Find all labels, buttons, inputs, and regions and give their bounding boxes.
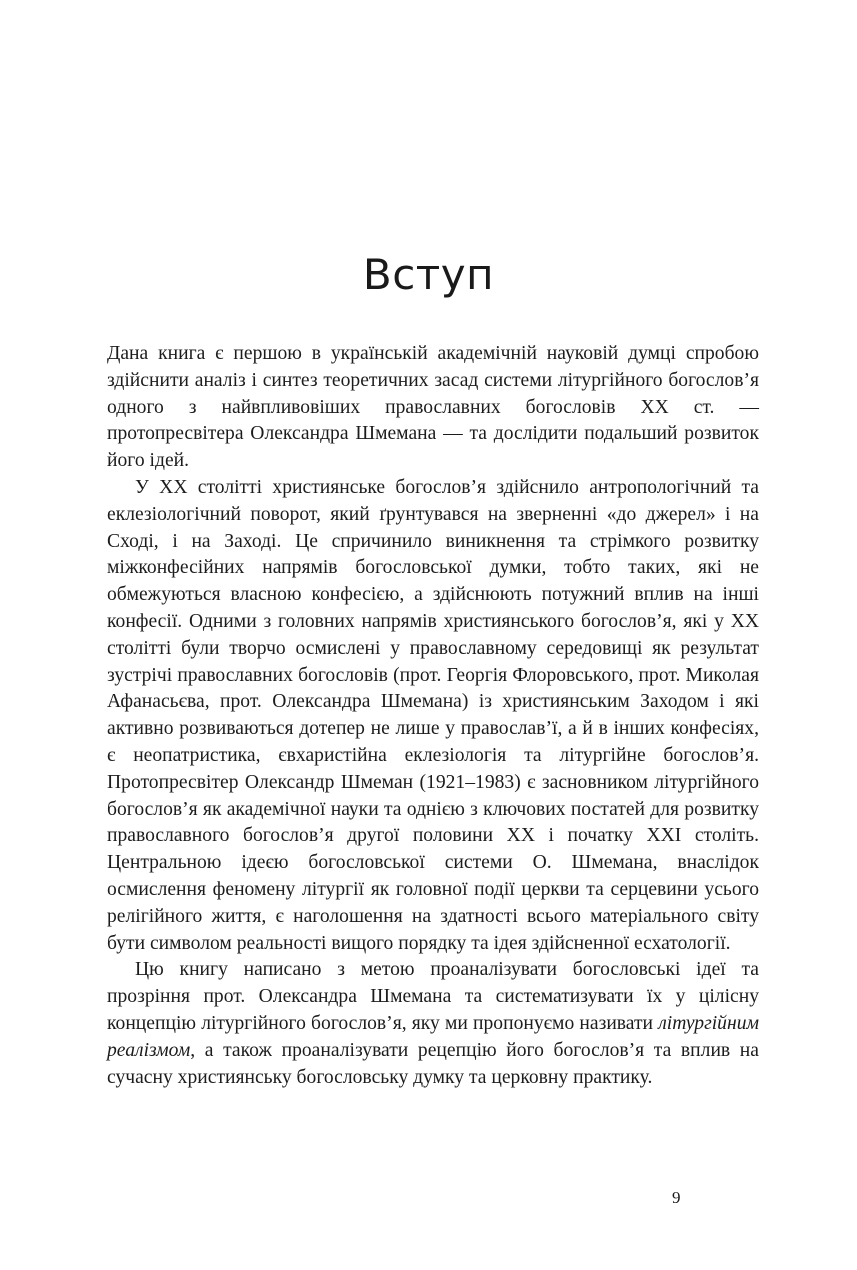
- paragraph-3: [107, 957, 759, 1091]
- body-text: [107, 341, 759, 1091]
- paragraph-1-text: Дана книга є першою в українській академічній науковій думці спробою здійснити аналіз і синтез теоретичних засад системи літургійного богослов’я одного з найвпливовіших православних богословів XX ст. — протопресвітера Олександра Шмемана — та дослідити подальший розвиток його ідей.: [107, 343, 759, 472]
- page-title: Вступ: [362, 250, 495, 299]
- page-number: 9: [672, 1188, 681, 1207]
- paragraph-3-text-end: , а також проаналізувати рецепцію його богослов’я та вплив на сучасну християнську богословську думку та церковну практику.: [107, 1039, 759, 1088]
- paragraph-2: [107, 475, 759, 957]
- paragraph-2-text: У XX столітті християнське богослов’я здійснило антропологічний та еклезіологічний поворот, який ґрунтувався на зверненні «до джерел» і на Сході, і на Заході. Це спричинило виникнення та стрімкого розвитку міжконфесійних напрямів богословської думки, тобто таких, які не обмежуються власною конфесією, а здійснюють потужний вплив на інші конфесії. Одними з головних напрямів християнського богослов’я, які у XX столітті були творчо осмислені у православному середовищі як результат зустрічі православних богословів (прот. Георгія Флоровського, прот. Миколая Афанасьєва, прот. Олександра Шмемана) із християнським Заходом і які активно розвиваються дотепер не лише у православ’ї, а й в інших конфесіях, є неопатристика, євхаристійна еклезіологія та літургійне богослов’я. Протопресвітер Олександр Шмеман (1921–1983) є засновником літургійного богослов’я як академічної науки та однією з ключових постатей для розвитку православного богослов’я другої половини XX і початку XXI століть. Центральною ідеєю богословської системи О. Шмемана, внаслідок осмислення феномену літургії як головної події церкви та серцевини усього релігійного життя, є наголошення на здатності всього матеріального світу бути символом реальності вищого порядку та ідея здійсненної есхатології.: [107, 476, 759, 954]
- paragraph-3-text-start: Цю книгу написано з метою проаналізувати богословські ідеї та прозріння прот. Олександра Шмемана та систематизувати їх у цілісну концепцію літургійного богослов’я, яку ми пропонуємо називати: [107, 959, 759, 1034]
- paragraph-1: [107, 341, 759, 475]
- paragraph-3-emphasis: літургійним реалізмом: [107, 1012, 759, 1061]
